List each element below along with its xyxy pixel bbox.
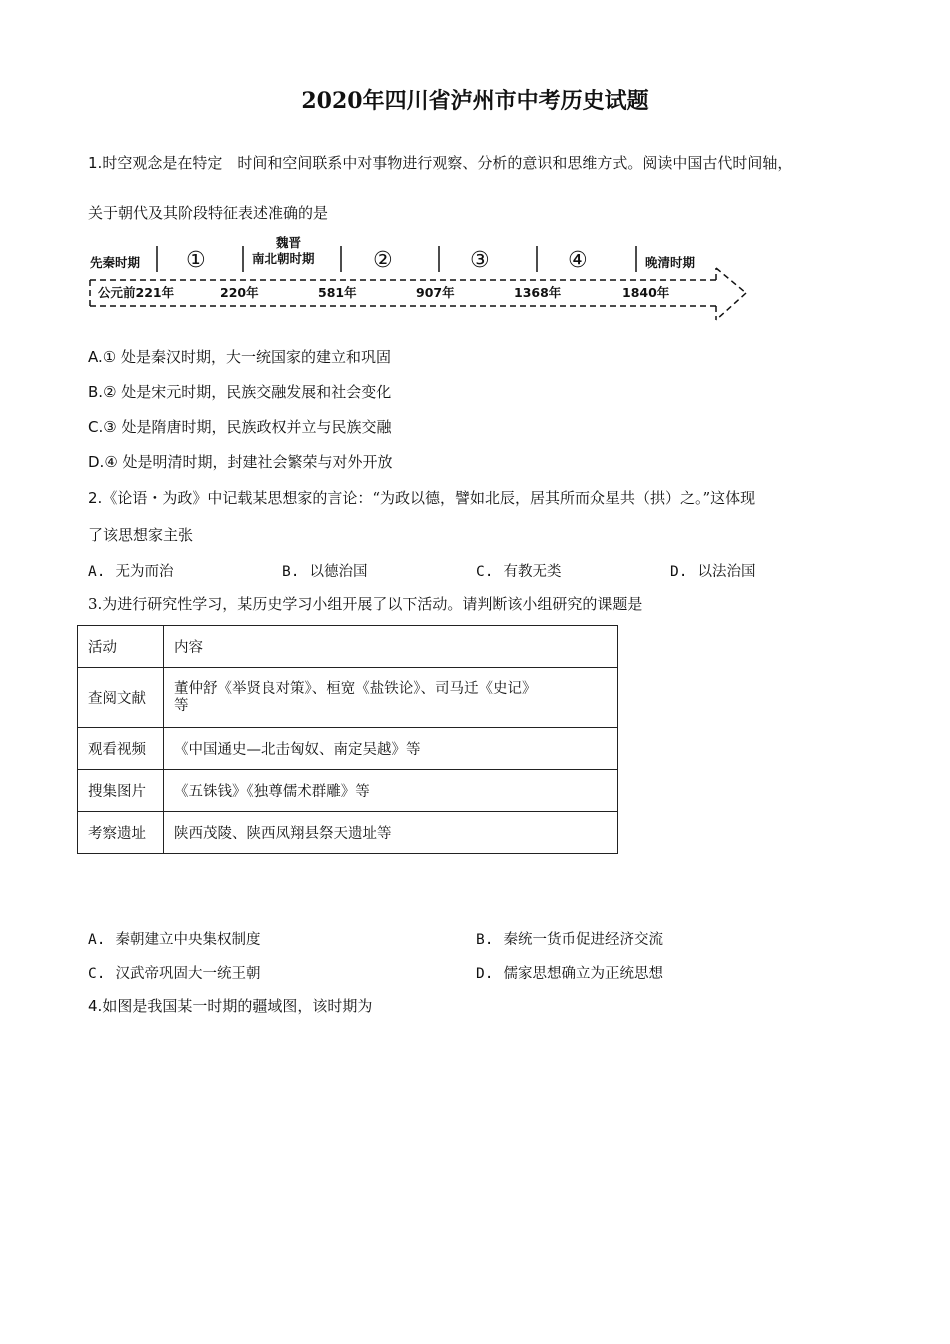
option-letter: C.: [476, 564, 494, 580]
period-number-1: ①: [186, 248, 206, 273]
question-2-text-1: 《论语・为政》中记载某思想家的言论：“为政以德，譬如北辰，居其所而众星共（拱）之。”这体现: [102, 489, 756, 507]
option-a[interactable]: [88, 560, 173, 581]
question-4: [88, 996, 372, 1016]
date-label: 907年: [416, 285, 455, 300]
question-1-number: 1.: [88, 154, 103, 172]
option-text: 秦统一货币促进经济交流: [503, 932, 663, 948]
option-letter: A.: [88, 932, 106, 948]
question-1-text-1: 时空观念是在特定 时间和空间联系中对事物进行观察、分析的意识和思维方式。阅读中国古代时间轴，: [102, 154, 793, 172]
question-1-line-2: 关于朝代及其阶段特征表述准确的是: [88, 204, 329, 222]
option-a[interactable]: [88, 928, 260, 949]
date-label: 581年: [318, 285, 357, 300]
option-text: ① 处是秦汉时期，大一统国家的建立和巩固: [102, 348, 391, 366]
option-b[interactable]: [88, 381, 391, 402]
option-d[interactable]: [88, 451, 393, 472]
option-text: 儒家思想确立为正统思想: [503, 966, 663, 982]
option-text: 秦朝建立中央集权制度: [115, 932, 261, 948]
option-a[interactable]: [88, 346, 391, 367]
option-letter: A.: [88, 348, 103, 366]
table-cell: 《中国通史—北击匈奴、南定吴越》等: [164, 728, 618, 770]
date-label: 1368年: [514, 285, 562, 300]
table-cell-line: 等: [174, 697, 189, 714]
date-label: 220年: [220, 285, 259, 300]
table-cell: 陕西茂陵、陕西凤翔县祭天遗址等: [164, 812, 618, 854]
table-cell: 观看视频: [78, 728, 164, 770]
table-cell: 搜集图片: [78, 770, 164, 812]
option-letter: D.: [670, 564, 688, 580]
option-letter: B.: [476, 932, 494, 948]
table-row: [78, 812, 618, 854]
option-text: 汉武帝巩固大一统王朝: [115, 966, 261, 982]
question-3-text: 3.为进行研究性学习，某历史学习小组开展了以下活动。请判断该小组研究的课题是: [88, 595, 643, 613]
table-row: [78, 668, 618, 728]
question-2-number: 2.: [88, 489, 103, 507]
table-header-cell: 活动: [78, 626, 164, 668]
option-text: 有教无类: [503, 564, 562, 580]
date-label: 公元前221年: [98, 285, 175, 300]
option-letter: B.: [88, 383, 104, 401]
option-letter: D.: [476, 966, 494, 982]
table-cell: [164, 668, 618, 728]
table-cell: 《五铢钱》《独尊儒术群雕》等: [164, 770, 618, 812]
option-text: 无为而治: [115, 564, 174, 580]
date-label: 1840年: [622, 285, 670, 300]
question-4-number: 4.: [88, 997, 103, 1015]
period-number-2: ②: [373, 248, 393, 273]
option-text: 以法治国: [697, 564, 756, 580]
option-d[interactable]: [670, 560, 755, 581]
question-2-line-1: [88, 488, 755, 508]
option-text: ③ 处是隋唐时期，民族政权并立与民族交融: [103, 418, 392, 436]
timeline-figure: [86, 236, 756, 324]
option-c[interactable]: [88, 416, 391, 437]
option-letter: A.: [88, 564, 106, 580]
question-4-text: 如图是我国某一时期的疆域图，该时期为: [102, 997, 373, 1015]
table-cell-line: 董仲舒《举贤良对策》、桓宽《盐铁论》、司马迁《史记》: [174, 680, 537, 697]
period-label: 先秦时期: [90, 255, 141, 270]
question-1-line-1: [88, 153, 792, 173]
option-d[interactable]: [476, 962, 663, 983]
option-c[interactable]: [88, 962, 260, 983]
period-label: 魏晋: [276, 236, 302, 250]
table-header-cell: 内容: [164, 626, 618, 668]
period-label: 南北朝时期: [252, 251, 315, 266]
option-text: ② 处是宋元时期，民族交融发展和社会变化: [103, 383, 392, 401]
option-letter: C.: [88, 966, 106, 982]
option-b[interactable]: [476, 928, 663, 949]
option-letter: B.: [282, 564, 300, 580]
activity-table: [77, 625, 618, 854]
period-number-4: ④: [568, 248, 588, 273]
table-header-row: [78, 626, 618, 668]
option-c[interactable]: [476, 560, 561, 581]
table-row: [78, 728, 618, 770]
table-cell: 查阅文献: [78, 668, 164, 728]
period-label: 晚清时期: [645, 255, 696, 270]
option-text: 以德治国: [309, 564, 368, 580]
page-title: 2020年四川省泸州市中考历史试题: [301, 88, 649, 114]
option-letter: D.: [88, 453, 105, 471]
question-2-line-2: 了该思想家主张: [88, 526, 194, 544]
table-cell: 考察遗址: [78, 812, 164, 854]
option-letter: C.: [88, 418, 104, 436]
period-number-3: ③: [470, 248, 490, 273]
table-row: [78, 770, 618, 812]
option-text: ④ 处是明清时期，封建社会繁荣与对外开放: [104, 453, 393, 471]
option-b[interactable]: [282, 560, 367, 581]
